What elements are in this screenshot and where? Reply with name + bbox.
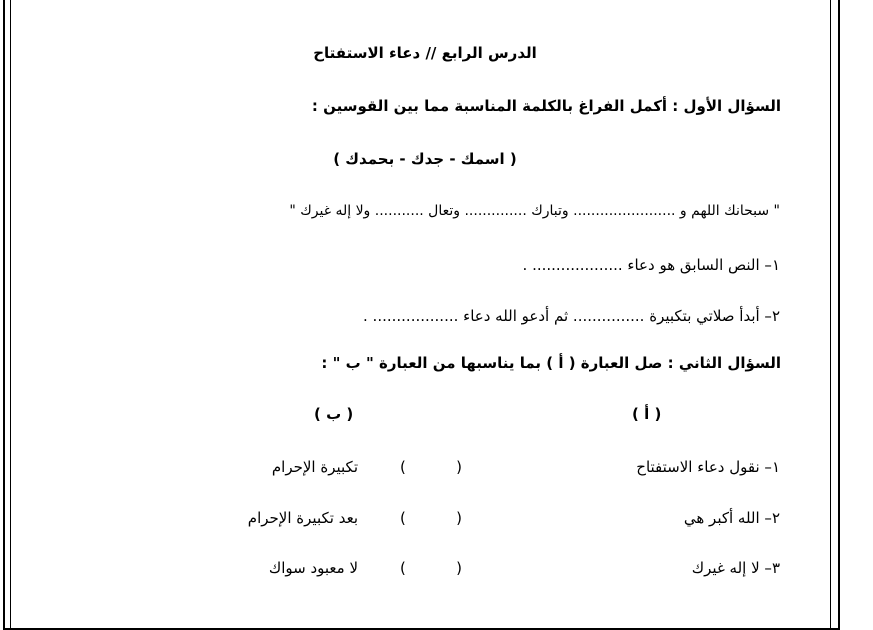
paren-open: ( — [456, 559, 462, 577]
paren-open: ( — [456, 509, 462, 527]
question1-sentence: " سبحانك اللهم و ....................... وتبارك .............. وتعال ........... ولا إله غيرك " — [289, 203, 780, 219]
lesson-title: الدرس الرابع // دعاء الاستفتاح — [313, 44, 537, 62]
match-row-1-b: تكبيرة الإحرام — [271, 458, 358, 476]
paren-close: ) — [400, 458, 406, 476]
match-row-3-a: ٣– لا إله غيرك — [691, 559, 780, 577]
question1-heading: السؤال الأول : أكمل الفراغ بالكلمة المناسبة مما بين القوسين : — [311, 97, 781, 115]
question1-choices: ( اسمك - جدك - بحمدك ) — [333, 150, 517, 168]
question2-heading: السؤال الثاني : صل العبارة ( أ ) بما يناسبها من العبارة " ب " : — [321, 354, 781, 372]
match-row-1-a: ١– نقول دعاء الاستفتاح — [636, 458, 780, 476]
question1-item-2: ٢– أبدأ صلاتي بتكبيرة ............... ثم أدعو الله دعاء .................. . — [363, 307, 780, 325]
column-b-label: ( ب ) — [314, 405, 354, 423]
match-row-3-b: لا معبود سواك — [268, 559, 358, 577]
paren-close: ) — [400, 509, 406, 527]
match-row-2-b: بعد تكبيرة الإحرام — [247, 509, 358, 527]
column-a-label: ( أ ) — [632, 405, 662, 423]
match-row-2-a: ٢– الله أكبر هي — [683, 509, 780, 527]
paren-close: ) — [400, 559, 406, 577]
question1-item-1: ١– النص السابق هو دعاء ................... . — [522, 256, 780, 274]
paren-open: ( — [456, 458, 462, 476]
